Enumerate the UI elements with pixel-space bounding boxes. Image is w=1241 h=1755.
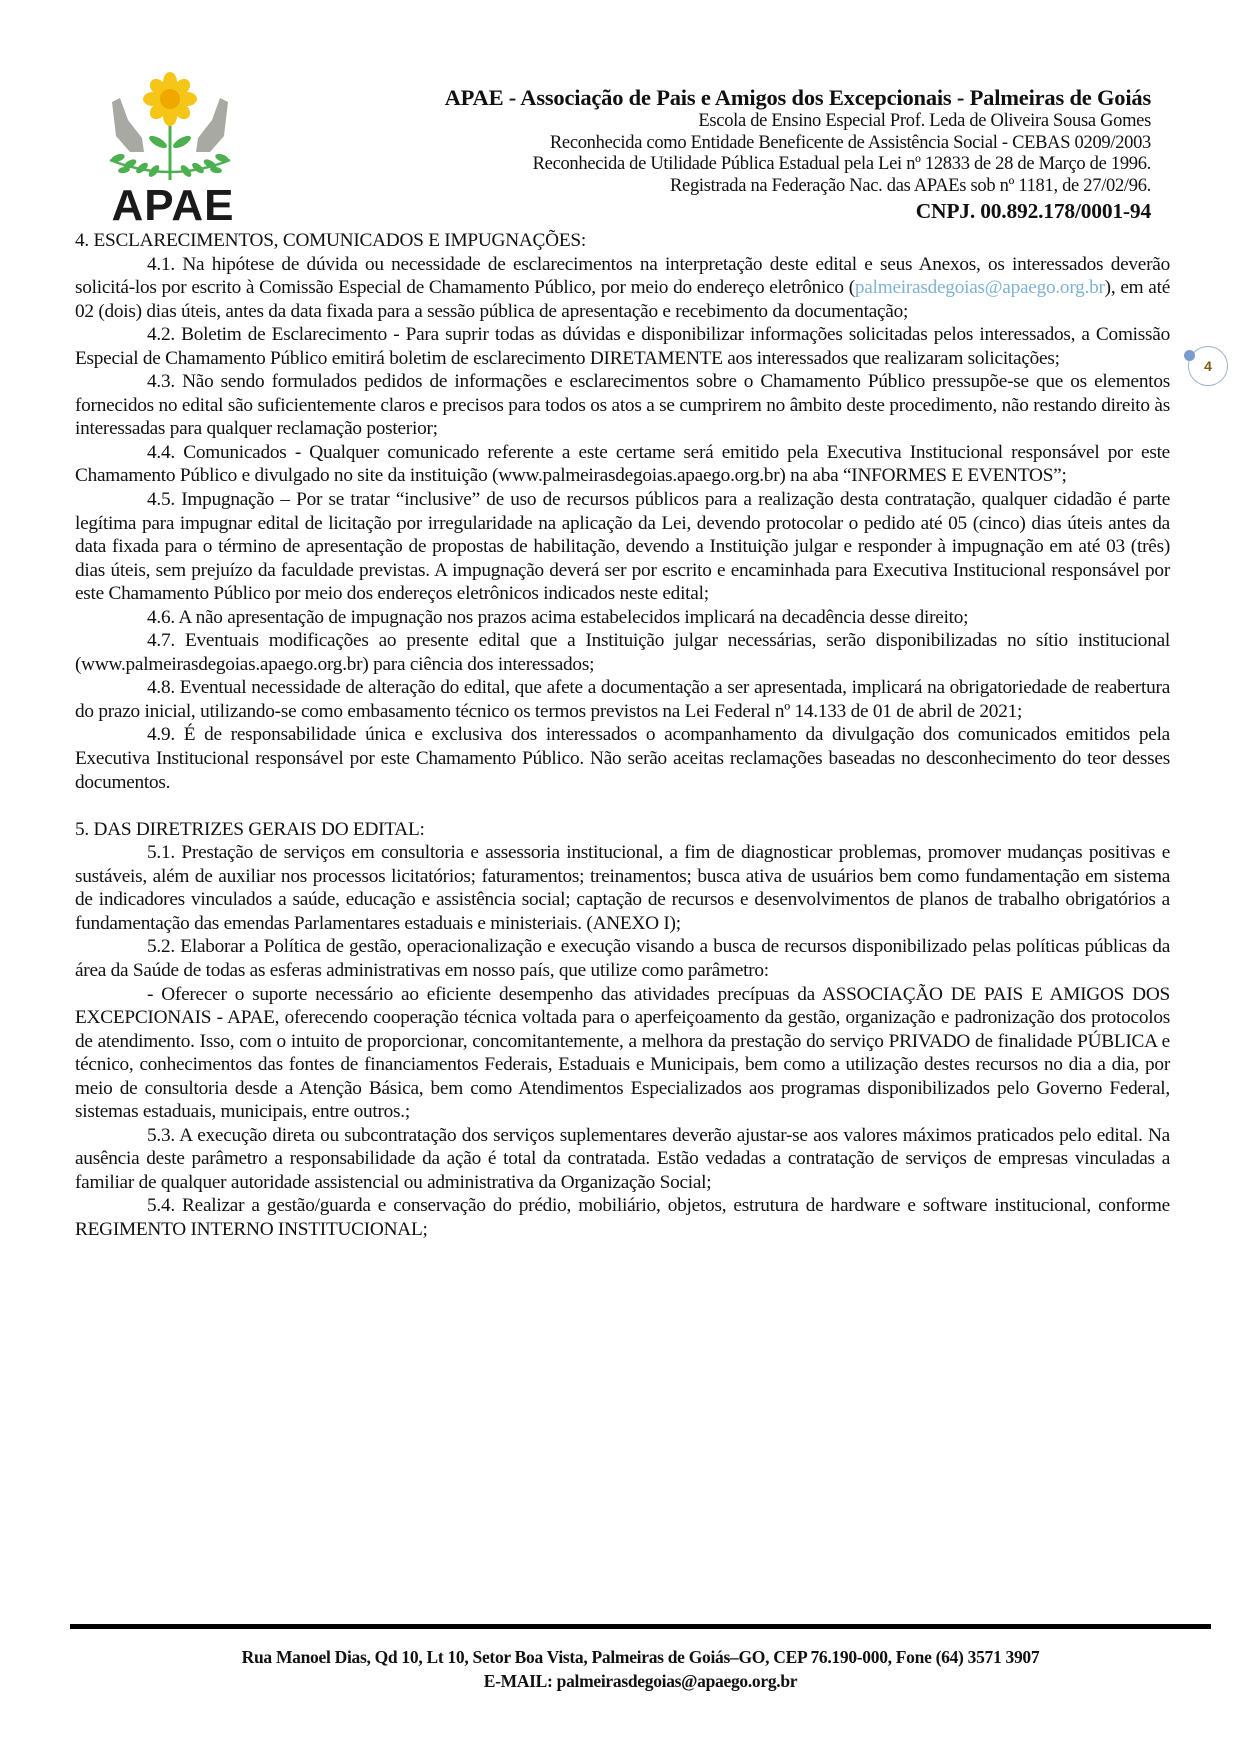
paragraph-5-2: 5.2. Elaborar a Política de gestão, operacionalização e execução visando a busca de recursos disponibilizado pelas políticas públicas da área da Saúde de todas as esferas administrativas em nosso país, que utilize como parâmetro:	[75, 936, 1170, 981]
paragraph-4-1-text-b: ), em até 02 (dois) dias úteis, antes da data fixada para a sessão pública de apresentação e recebimento da documentação;	[75, 277, 1170, 322]
paragraph-4-1	[75, 253, 1170, 324]
footer-address: Rua Manoel Dias, Qd 10, Lt 10, Setor Boa Vista, Palmeiras de Goiás–GO, CEP 76.190-000, Fone (64) 3571 3907	[241, 1647, 1040, 1667]
apae-logo	[90, 72, 250, 230]
section-gap	[75, 794, 1170, 818]
page-number-badge: 4	[1188, 346, 1228, 386]
paragraph-5-1: 5.1. Prestação de serviços em consultoria e assessoria institucional, a fim de diagnosticar problemas, promover mudanças positivas e sustáveis, além de auxiliar nos processos licitatórios; faturamentos; treinamentos; busca ativa de usuários bem como fundamentação em sistema de indicadores vinculados a saúde, educação e assistência social; captação de recursos e desenvolvimentos de planos de trabalho obrigatórios a fundamentação das emendas Parlamentares estaduais e ministeriais. (ANEXO I);	[75, 842, 1170, 934]
paragraph-4-4: 4.4. Comunicados - Qualquer comunicado referente a este certame será emitido pela Executiva Institucional responsável por este Chamamento Público e divulgado no site da instituição (www.palmeirasdegoias.apaego.org.br) na aba “INFORMES E EVENTOS”;	[75, 441, 1170, 487]
header-line-cebas: Reconhecida como Entidade Beneficente de Assistência Social - CEBAS 0209/2003	[549, 132, 1151, 153]
paragraph-4-9: 4.9. É de responsabilidade única e exclusiva dos interessados o acompanhamento da divulgação dos comunicados emitidos pela Executiva Institucional responsável por este Chamamento Público. Não serão aceitas reclamações baseadas no desconhecimento do teor desses documentos.	[75, 724, 1170, 793]
paragraph-5-3: 5.3. A execução direta ou subcontratação dos serviços suplementares deverão ajustar-se aos valores máximos praticados pelo edital. Na ausência deste parâmetro a responsabilidade da ação é total da contratada. Estão vedadas a contratação de serviços de empresas vinculadas a familiar de qualquer autoridade assistencial ou administrativa da Organização Social;	[75, 1124, 1170, 1193]
paragraph-4-8: 4.8. Eventual necessidade de alteração do edital, que afete a documentação a ser apresentada, implicará na obrigatoriedade de reabertura do prazo inicial, utilizando-se como embasamento técnico os termos previstos na Lei Federal nº 14.133 de 01 de abril de 2021;	[75, 677, 1170, 722]
header-cnpj: CNPJ. 00.892.178/0001-94	[915, 199, 1151, 223]
section-5-title: 5. DAS DIRETRIZES GERAIS DO EDITAL:	[75, 818, 425, 840]
footer-divider	[70, 1624, 1211, 1629]
paragraph-4-3: 4.3. Não sendo formulados pedidos de informações e esclarecimentos sobre o Chamamento Público pressupõe-se que os elementos fornecidos no edital são suficientemente claros e precisos para todos os atos a se cumprirem no âmbito deste procedimento, não restando direito às interessadas para qualquer reclamação posterior;	[75, 371, 1170, 440]
paragraph-4-1-text-a: 4.1. Na hipótese de dúvida ou necessidade de esclarecimentos na interpretação deste edital e seus Anexos, os interessados deverão solicitá-los por escrito à Comissão Especial de Chamamento Público, por meio do endereço eletrônico (	[75, 253, 1170, 299]
paragraph-4-7: 4.7. Eventuais modificações ao presente edital que a Instituição julgar necessárias, serão disponibilizadas no sítio institucional (www.palmeirasdegoias.apaego.org.br) para ciência dos interessados;	[75, 630, 1170, 675]
header-line-utilidade: Reconhecida de Utilidade Pública Estadual pela Lei nº 12833 de 28 de Março de 1996.	[532, 154, 1151, 174]
flower-hands-icon	[90, 72, 250, 182]
page-badge-dot-icon	[1184, 350, 1195, 361]
letterhead	[445, 84, 1151, 225]
document-body	[75, 229, 1170, 1242]
paragraph-5-4: 5.4. Realizar a gestão/guarda e conservação do prédio, mobiliário, objetos, estrutura de hardware e software institucional, conforme REGIMENTO INTERNO INSTITUCIONAL;	[75, 1195, 1170, 1240]
paragraph-4-6: 4.6. A não apresentação de impugnação nos prazos acima estabelecidos implicará na decadência desse direito;	[147, 606, 969, 628]
email-link[interactable]: palmeirasdegoias@apaego.org.br	[854, 277, 1105, 299]
header-line-federacao: Registrada na Federação Nac. das APAEs sob nº 1181, de 27/02/96.	[670, 175, 1151, 196]
footer	[70, 1645, 1211, 1693]
section-4-title: 4. ESCLARECIMENTOS, COMUNICADOS E IMPUGNAÇÕES:	[75, 230, 586, 251]
paragraph-5-2-sub: - Oferecer o suporte necessário ao eficiente desempenho das atividades precípuas da ASSOCIAÇÃO DE PAIS E AMIGOS DOS EXCEPCIONAIS - APAE, oferecendo cooperação técnica voltada para o aperfeiçoamento da gestão, organização e padronização dos protocolos de atendimento. Isso, com o intuito de proporcionar, concomitantemente, a melhora da prestação do serviço PRIVADO de finalidade PÚBLICA e técnico, conhecimentos das fontes de financiamentos Federais, Estaduais e Municipais, bem como a utilização destes recursos no dia a dia, por meio de consultoria desde a Atenção Básica, bem como Atendimentos Especializados aos programas disponibilizados pelo Governo Federal, sistemas estaduais, municipais, entre outros.;	[75, 983, 1170, 1123]
organization-name: APAE - Associação de Pais e Amigos dos Excepcionais - Palmeiras de Goiás	[444, 85, 1151, 110]
paragraph-4-2: 4.2. Boletim de Esclarecimento - Para suprir todas as dúvidas e disponibilizar informações solicitadas pelos interessados, a Comissão Especial de Chamamento Público emitirá boletim de esclarecimento DIRETAMENTE aos interessados que realizaram solicitações;	[75, 324, 1170, 369]
logo-text: APAE	[111, 181, 235, 230]
header-line-school: Escola de Ensino Especial Prof. Leda de Oliveira Sousa Gomes	[698, 111, 1151, 131]
footer-email: E-MAIL: palmeirasdegoias@apaego.org.br	[483, 1671, 798, 1691]
paragraph-4-5: 4.5. Impugnação – Por se tratar “inclusive” de uso de recursos públicos para a realização desta contratação, qualquer cidadão é parte legítima para impugnar edital de licitação por irregularidade na aplicação da Lei, devendo protocolar o pedido até 05 (cinco) dias úteis antes da data fixada para o término de apresentação de propostas de habilitação, devendo a Instituição julgar e responder à impugnação em até 03 (três) dias úteis, sem prejuízo da faculdade previstas. A impugnação deverá ser por escrito e encaminhada para Executiva Institucional responsável por este Chamamento Público por meio dos endereços eletrônicos indicados neste edital;	[75, 489, 1170, 605]
